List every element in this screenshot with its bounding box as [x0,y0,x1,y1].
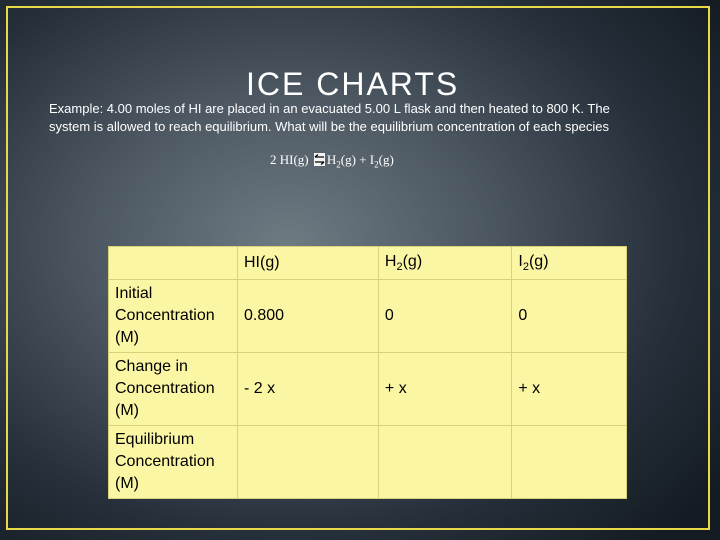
cell-initial-h2: 0 [378,280,511,353]
header-i2: $I_2(g)$ [512,247,627,280]
row-label-equilibrium: Equilibrium Concentration (M) [109,426,238,499]
cell-change-hi: - 2 x [238,353,379,426]
row-label-change: Change in Concentration (M) [109,353,238,426]
slide-title: ICE CHARTS [246,66,460,102]
header-empty-cell [109,247,238,280]
equation-reactant: 2 HI(g) [270,152,309,167]
ice-table [108,246,627,499]
header-h2: $H_2(g)$ [378,247,511,280]
table-header-row [109,247,627,280]
cell-equilibrium-h2 [378,426,511,499]
table-row-change [109,353,627,426]
cell-change-i2: + x [512,353,627,426]
cell-initial-i2: 0 [512,280,627,353]
cell-initial-hi: 0.800 [238,280,379,353]
row-label-initial: Initial Concentration (M) [109,280,238,353]
equilibrium-arrow-icon [314,153,325,166]
table-row-initial [109,280,627,353]
example-question: Example: 4.00 moles of HI are placed in an evacuated 5.00 L flask and then heated to 800 K. The system is allowed to reach equilibrium. What will be the equilibrium concentration of each species [49,101,610,134]
table-row-equilibrium [109,426,627,499]
cell-equilibrium-hi [238,426,379,499]
equation-product-h2: $H_2(g)$ + [326,152,367,170]
equation-product-i2: $I_2(g)$ [369,152,394,170]
cell-equilibrium-i2 [512,426,627,499]
cell-change-h2: + x [378,353,511,426]
header-hi: HI(g) [238,247,379,280]
reaction-equation [270,152,394,170]
